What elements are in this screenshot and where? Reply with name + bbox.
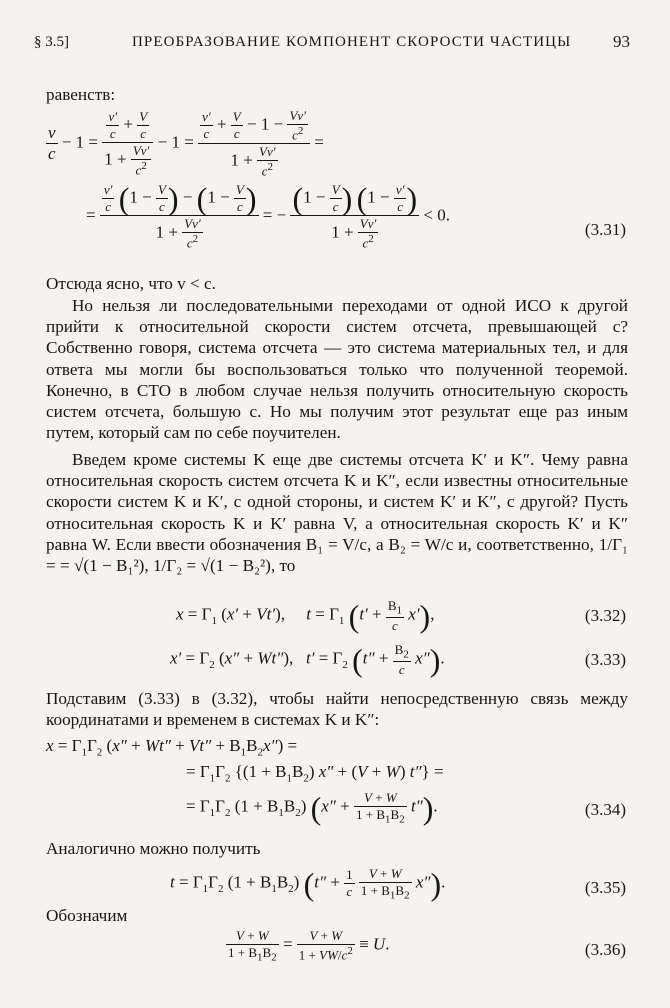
paragraph-2: Введем кроме системы K еще две системы отсчета K′ и K″. Чему равна относительная скорость систем отсчета K и K″, если известны относительные скорости систем K и K′, с одной стороны, и систем K′ и K″, с другой? Пусть относительная скорость K и K′ равна V, а относительная скорость K′ и K″ равна W. Если ввести обозначения B₁ = V/c, а B₂ = W/c и, соответственно, 1/Γ₁ = = √(1 − B₁²), 1/Γ₂ = √(1 − B₂²), то [46, 450, 628, 576]
running-header [34, 30, 630, 56]
eq-label-3-33: (3.33) [584, 650, 626, 669]
equation-3-36: $\frac{V + W}{1 + B_1B_2}$ = $\frac{V + W}{1 + VW/c^2}$ ≡ U. [228, 928, 390, 964]
equation-3-34-line2: = $\Gamma_1\Gamma_2$ {$(1 + B_1B_2)$ x″ + (V + W) t″} = [186, 762, 444, 785]
eq-label-3-35: (3.35) [584, 878, 626, 897]
equation-3-34-line1: $x = \Gamma_1\Gamma_2$ $(x'' + Wt'' + Vt'' + B_1B_2x'')$ = [46, 736, 298, 759]
equation-3-34-line3: = $\Gamma_1\Gamma_2$ $(1 + B_1B_2)$ (x″ + $\frac{V + W}{1 + B_1B_2}$ t″). [186, 789, 438, 826]
text-analog: Аналогично можно получить [46, 839, 261, 858]
running-title: ПРЕОБРАЗОВАНИЕ КОМПОНЕНТ СКОРОСТИ ЧАСТИЦЫ [132, 34, 572, 50]
eq-label-3-32: (3.32) [584, 606, 626, 625]
eq-label-3-34: (3.34) [584, 800, 626, 819]
equation-3-32: $x = \Gamma_1$ (x′ + Vt′), $t = \Gamma_1$ (t′ + $\frac{B_1}{c}$ x′), [176, 597, 435, 634]
paragraph-3: Подставим (3.33) в (3.32), чтобы найти непосредственную связь между координатами и временем в системах K и K″: [46, 689, 628, 730]
eq-label-3-31: (3.31) [584, 220, 626, 239]
eq-label-3-36: (3.36) [584, 940, 626, 959]
paragraph-1: Но нельзя ли последовательными переходами от одной ИСО к другой прийти к относительной скорости систем отсчета, превышающей c? Собственно говоря, система отсчета — это система материальных тел, и для ответа мы могли бы воспользоваться только что полученной теоремой. Конечно, в СТО в любом случае нельзя получить относительную скорость систем отсчета, большую c. Но мы получим этот результат еще раз иным путем, который сам по себе поучителен. [46, 296, 628, 443]
text-denote: Обозначим [46, 906, 128, 925]
equation-3-31-line2: = $\frac{v'}{c}$ (1 − $\frac{V}{c}$ ) − (1 − $\frac{V}{c}$ ) 1 + $\frac{Vv'}{c^2}$ = − (1 − $\frac{V}{c}$ ) (1 − $\frac{v'}{c}$ ) 1 + $\frac{Vv'}{c^2}$ < 0. [86, 180, 450, 251]
page-number: 93 [613, 32, 630, 51]
text-line-after-3-31: Отсюда ясно, что v < c. [46, 274, 216, 293]
equation-3-33: $x' = \Gamma_2$ (x″ + Wt″), $t' = \Gamma_2$ (t″ + $\frac{B_2}{c}$ x″). [170, 641, 445, 678]
intro-word: равенств: [46, 85, 116, 104]
section-number: § 3.5] [34, 34, 69, 50]
equation-3-35: $t = \Gamma_1\Gamma_2$ $(1 + B_1B_2)$ (t″ + $\frac{1}{c}$ $\frac{V + W}{1 + B_1B_2}$ x″). [170, 865, 446, 902]
equation-3-31-line1: $\frac{v}{c}$ − 1 = $\frac{v'}{c}$ + $\frac{V}{c}$ 1 + $\frac{Vv'}{c^2}$ − 1 = $\frac{v'}{c}$ + $\frac{V}{c}$ − 1 − $\frac{Vv'}{c^2}$ 1 + $\frac{Vv'}{c^2}$ = [48, 108, 324, 179]
